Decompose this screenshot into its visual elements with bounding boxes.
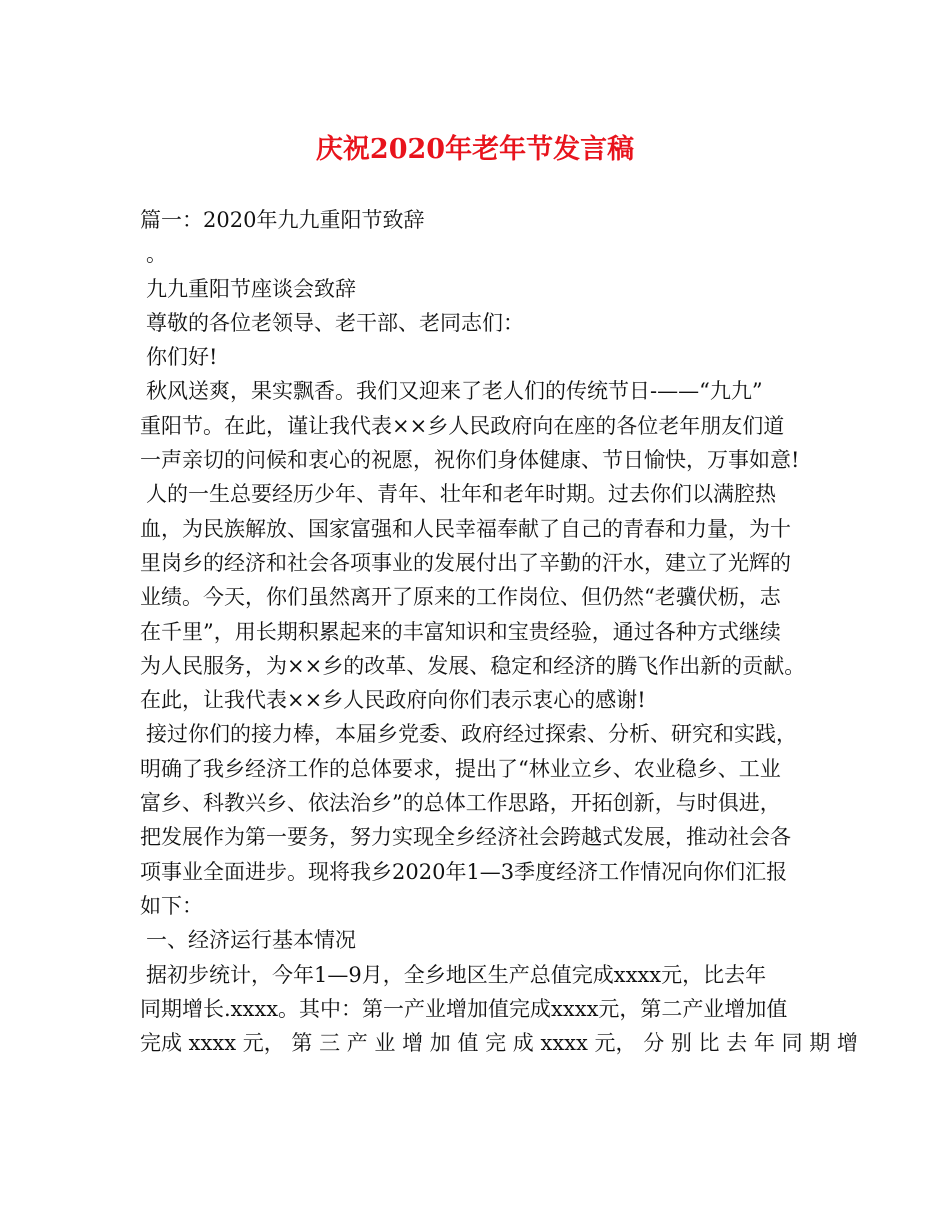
paragraph-line: 血，为民族解放、国家富强和人民幸福奉献了自己的青春和力量，为十 — [140, 516, 791, 541]
paragraph-line: 在千里”，用长期积累起来的丰富知识和宝贵经验，通过各种方式继续 — [140, 619, 781, 644]
paragraph-line: 业绩。今天，你们虽然离开了原来的工作岗位、但仍然“老骥伏枥，志 — [140, 585, 781, 610]
salutation: 尊敬的各位老领导、老干部、老同志们： — [146, 310, 524, 335]
document-title: 庆祝2020年老年节发言稿 — [315, 134, 635, 165]
speech-heading: 九九重阳节座谈会致辞 — [146, 276, 356, 301]
paragraph-line: 人的一生总要经历少年、青年、壮年和老年时期。过去你们以满腔热 — [146, 482, 776, 507]
paragraph-line: 明确了我乡经济工作的总体要求，提出了“林业立乡、农业稳乡、工业 — [140, 756, 781, 781]
paragraph-line: 把发展作为第一要务，努力实现全乡经济社会跨越式发展，推动社会各 — [140, 825, 791, 850]
paragraph-line: 据初步统计，今年1—9月，全乡地区生产总值完成xxxx元，比去年 — [146, 962, 767, 987]
paragraph-line: 一声亲切的问候和衷心的祝愿，祝你们身体健康、节日愉快，万事如意! — [140, 448, 800, 473]
greeting: 你们好! — [146, 345, 218, 370]
paragraph-line: 里岗乡的经济和社会各项事业的发展付出了辛勤的汗水，建立了光辉的 — [140, 550, 791, 575]
paragraph-line: 富乡、科教兴乡、依法治乡”的总体工作思路，开拓创新，与时俱进， — [140, 791, 781, 816]
paragraph-line: 项事业全面进步。现将我乡2020年1—3季度经济工作情况向你们汇报 — [140, 859, 788, 884]
section-heading: 篇一：2020年九九重阳节致辞 — [140, 208, 425, 232]
subsection-heading: 一、经济运行基本情况 — [146, 928, 356, 953]
paragraph-line: 秋风送爽，果实飘香。我们又迎来了老人们的传统节日-——“九九” — [146, 379, 763, 404]
paragraph-line: 重阳节。在此，谨让我代表××乡人民政府向在座的各位老年朋友们道 — [140, 413, 785, 438]
paragraph-line: 同期增长.xxxx。其中：第一产业增加值完成xxxx元，第二产业增加值 — [140, 996, 788, 1021]
paragraph-line: 为人民服务，为××乡的改革、发展、稳定和经济的腾飞作出新的贡献。 — [140, 653, 806, 678]
paragraph-line: 完成 xxxx 元， 第 三 产 业 增 加 值 完 成 xxxx 元， 分 别 比 去 年 同 期 增 — [140, 1031, 858, 1056]
paragraph-line: 接过你们的接力棒，本届乡党委、政府经过探索、分析、研究和实践， — [146, 722, 797, 747]
paragraph-line: 。 — [146, 242, 167, 267]
paragraph-line: 如下： — [140, 893, 203, 918]
paragraph-line: 在此，让我代表××乡人民政府向你们表示衷心的感谢! — [140, 688, 646, 713]
document-body — [140, 203, 858, 1060]
